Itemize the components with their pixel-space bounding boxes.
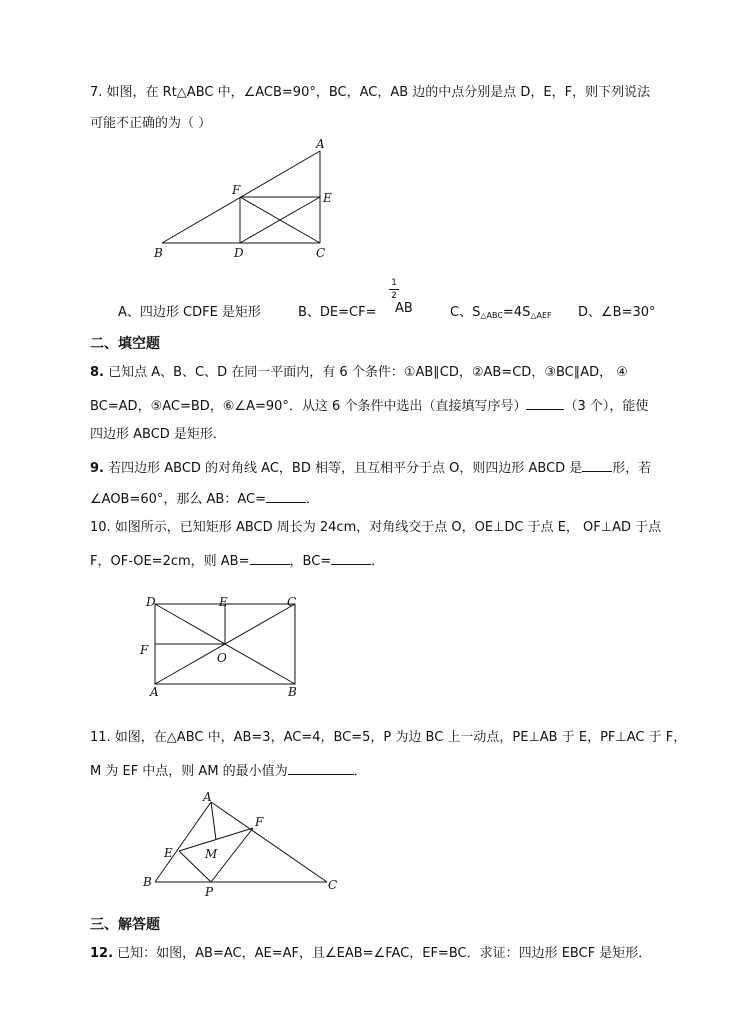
q8-line2-pre: BC=AD，⑤AC=BD，⑥∠A=90°．从这 6 个条件中选出（直接填写序号） [90,399,527,414]
q7-figure [150,135,340,265]
q10-label-f: F [140,643,149,657]
q11-answer-blank[interactable] [288,760,354,775]
q11-line2-pre: M 为 EF 中点，则 AM 的最小值为 [90,764,288,779]
q11-label-b: B [143,875,152,889]
q9-ratio-blank[interactable] [266,488,306,503]
q7-label-b: B [154,246,163,260]
q12-number: 12. [90,946,114,961]
q7-option-c [450,301,552,320]
q10-label-b: B [288,685,297,699]
q12-line1 [90,945,651,963]
q7-option-b-fraction [389,278,399,301]
q9-line1-pre: 若四边形 ABCD 的对角线 AC，BD 相等，且互相平分于点 O，则四边形 ABCD 是 [103,461,583,476]
q9-shape-blank[interactable] [582,457,612,472]
q11-figure [135,788,350,900]
q11-line1: 11. 如图，在△ABC 中，AB=3，AC=4，BC=5，P 为边 BC 上一动点，PE⊥AB 于 E，PF⊥AC 于 F， [90,730,687,745]
fraction-numerator: 1 [391,278,397,288]
q7-label-f: F [232,183,241,197]
q7-option-c-mid: =4S [502,305,531,320]
q7-option-d: D、∠B=30° [578,305,656,320]
q9-line2 [90,488,319,509]
q9-line2-post: ． [305,492,319,507]
q10-label-a: A [150,685,159,699]
q7-option-a: A、四边形 CDFE 是矩形 [118,305,261,320]
q10-line2-pre: F，OF-OE=2cm，则 AB= [90,554,250,569]
q12-line1-text: 已知：如图，AB=AC，AE=AF，且∠EAB=∠FAC，EF=BC．求证：四边形 EBCF 是矩形． [113,946,652,961]
q8-line2 [90,395,648,416]
q10-label-c: C [287,595,297,609]
q8-line1 [90,364,628,382]
q7-option-c-sub1: △ABC [480,311,503,320]
q10-label-e: E [219,595,228,609]
q7-stem-line2: 可能不正确的为（ ） [90,116,212,131]
q9-line1-post: 形，若 [612,461,652,476]
section-heading-solve: 三、解答题 [90,917,160,933]
q11-label-a: A [203,790,212,804]
q11-label-p: P [205,885,214,899]
q8-line3: 四边形 ABCD 是矩形． [90,427,226,442]
q9-line2-pre: ∠AOB=60°，那么 AB：AC= [90,492,266,507]
fraction-denominator: 2 [391,291,397,301]
q11-label-e: E [164,846,173,860]
q8-number: 8. [90,365,104,380]
q7-label-c: C [316,246,326,260]
q11-label-m: M [205,847,218,861]
q10-ab-blank[interactable] [250,550,290,565]
q7-option-c-prefix: C、S [450,305,481,320]
q8-answer-blank[interactable] [526,395,564,410]
q7-label-a: A [316,137,325,151]
section-heading-fill-blank: 二、填空题 [90,336,160,352]
q11-line2 [90,760,367,781]
q8-line2-post: （3 个），能使 [564,399,649,414]
q7-option-b-prefix: B、DE=CF= [298,305,377,320]
q7-stem-line1: 7. 如图，在 Rt△ABC 中，∠ACB=90°，BC，AC，AB 边的中点分别是点 D，E，F，则下列说法 [90,85,651,100]
q7-option-c-sub2: △AEF [530,311,552,320]
q10-line2-post: ． [371,554,385,569]
q7-label-e: E [323,191,332,205]
q9-number: 9. [90,461,104,476]
q7-label-d: D [234,246,244,260]
q10-line1: 10. 如图所示，已知矩形 ABCD 周长为 24cm，对角线交于点 O，OE⊥DC 于点 E， OF⊥AD 于点 [90,520,662,535]
q11-label-c: C [328,878,338,892]
q10-label-o: O [217,651,227,665]
q11-line2-post: ． [353,764,367,779]
q9-line1 [90,457,651,478]
q7-option-b-suffix: AB [395,301,413,316]
q10-bc-blank[interactable] [331,550,371,565]
q10-line2 [90,550,384,571]
q10-line2-mid: ，BC= [289,554,332,569]
q11-label-f: F [255,815,264,829]
q10-label-d: D [146,595,156,609]
q10-figure [135,592,310,702]
q8-line1-text: 已知点 A、B、C、D 在同一平面内，有 6 个条件：①AB∥CD，②AB=CD，③BC∥AD， ④ [103,365,628,380]
